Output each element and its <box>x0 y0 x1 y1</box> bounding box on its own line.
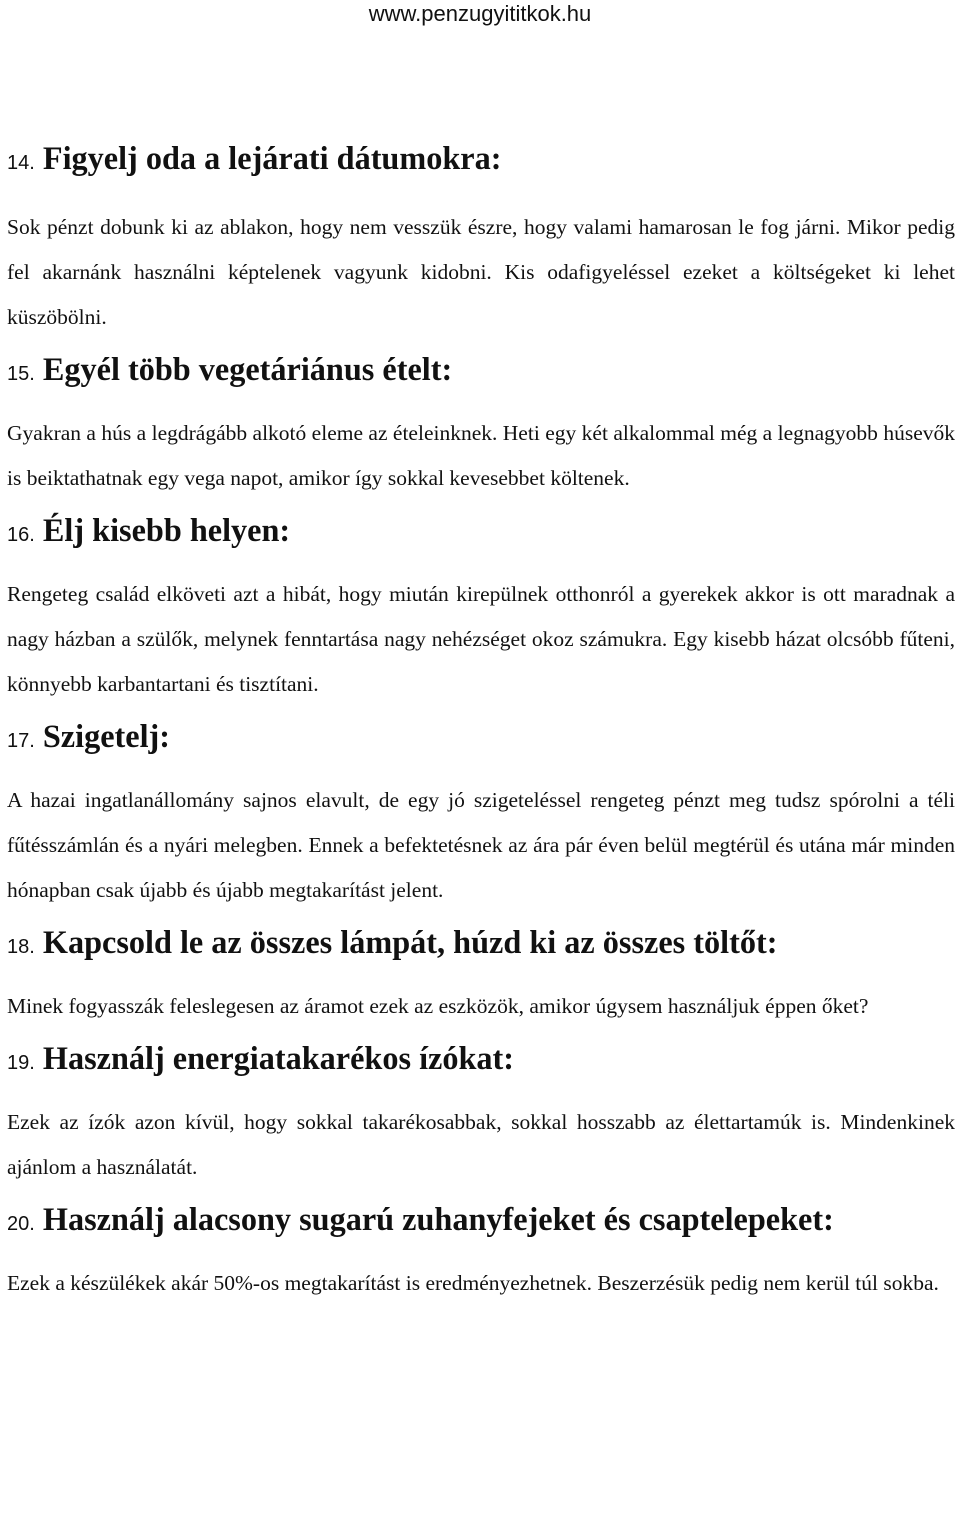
section-number: 19. <box>7 1052 35 1074</box>
section-heading-15 <box>7 351 955 387</box>
section-number: 14. <box>7 152 35 174</box>
section-heading-14 <box>7 140 955 176</box>
section-number: 17. <box>7 730 35 752</box>
site-url-header: www.penzugyititkok.hu <box>368 1 592 26</box>
section-body-20: Ezek a készülékek akár 50%-os megtakarítást is eredményezhetnek. Beszerzésük pedig nem kerül túl sokba. <box>7 1271 939 1295</box>
section-heading-17 <box>7 718 955 754</box>
section-number: 20. <box>7 1213 35 1235</box>
section-body-16: Rengeteg család elköveti azt a hibát, hogy miután kirepülnek otthonról a gyerekek akkor is ott maradnak a nagy házban a szülők, melynek fenntartása nagy nehézséget okoz számukra. Egy kisebb házat olcsóbb fűteni, könnyebb karbantartani és tisztítani. <box>7 582 955 696</box>
section-number: 18. <box>7 936 35 958</box>
section-body-18: Minek fogyasszák feleslegesen az áramot ezek az eszközök, amikor úgysem használjuk éppen őket? <box>7 994 869 1018</box>
section-body-14: Sok pénzt dobunk ki az ablakon, hogy nem vesszük észre, hogy valami hamarosan le fog járni. Mikor pedig fel akarnánk használni képtelenek vagyunk kidobni. Kis odafigyeléssel ezeket a költségeket ki lehet küszöbölni. <box>7 215 955 329</box>
section-body-19: Ezek az ízók azon kívül, hogy sokkal takarékosabbak, sokkal hosszabb az élettartamúk is. Mindenkinek ajánlom a használatát. <box>7 1110 955 1179</box>
section-title: Egyél több vegetáriánus ételt: <box>42 351 453 387</box>
section-body-17: A hazai ingatlanállomány sajnos elavult, de egy jó szigeteléssel rengeteg pénzt meg tudsz spórolni a téli fűtésszámlán és a nyári melegben. Ennek a befektetésnek az ára pár éven belül megtérül és utána már minden hónapban csak újabb és újabb megtakarítást jelent. <box>7 788 955 902</box>
section-title: Kapcsold le az összes lámpát, húzd ki az összes töltőt: <box>42 924 778 960</box>
section-heading-16 <box>7 512 955 548</box>
section-title: Használj energiatakarékos ízókat: <box>42 1040 515 1076</box>
section-number: 16. <box>7 524 35 546</box>
section-title: Élj kisebb helyen: <box>42 512 291 548</box>
section-heading-19 <box>7 1040 955 1076</box>
section-body-15: Gyakran a hús a legdrágább alkotó eleme az ételeinknek. Heti egy két alkalommal még a legnagyobb húsevők is beiktathatnak egy vega napot, amikor így sokkal kevesebbet költenek. <box>7 421 955 490</box>
section-title: Figyelj oda a lejárati dátumokra: <box>42 140 502 176</box>
section-heading-18 <box>7 924 955 960</box>
section-title: Szigetelj: <box>42 718 171 754</box>
section-title: Használj alacsony sugarú zuhanyfejeket és csaptelepeket: <box>42 1201 834 1237</box>
document-body <box>7 140 955 1306</box>
section-heading-20 <box>7 1201 955 1237</box>
section-number: 15. <box>7 363 35 385</box>
